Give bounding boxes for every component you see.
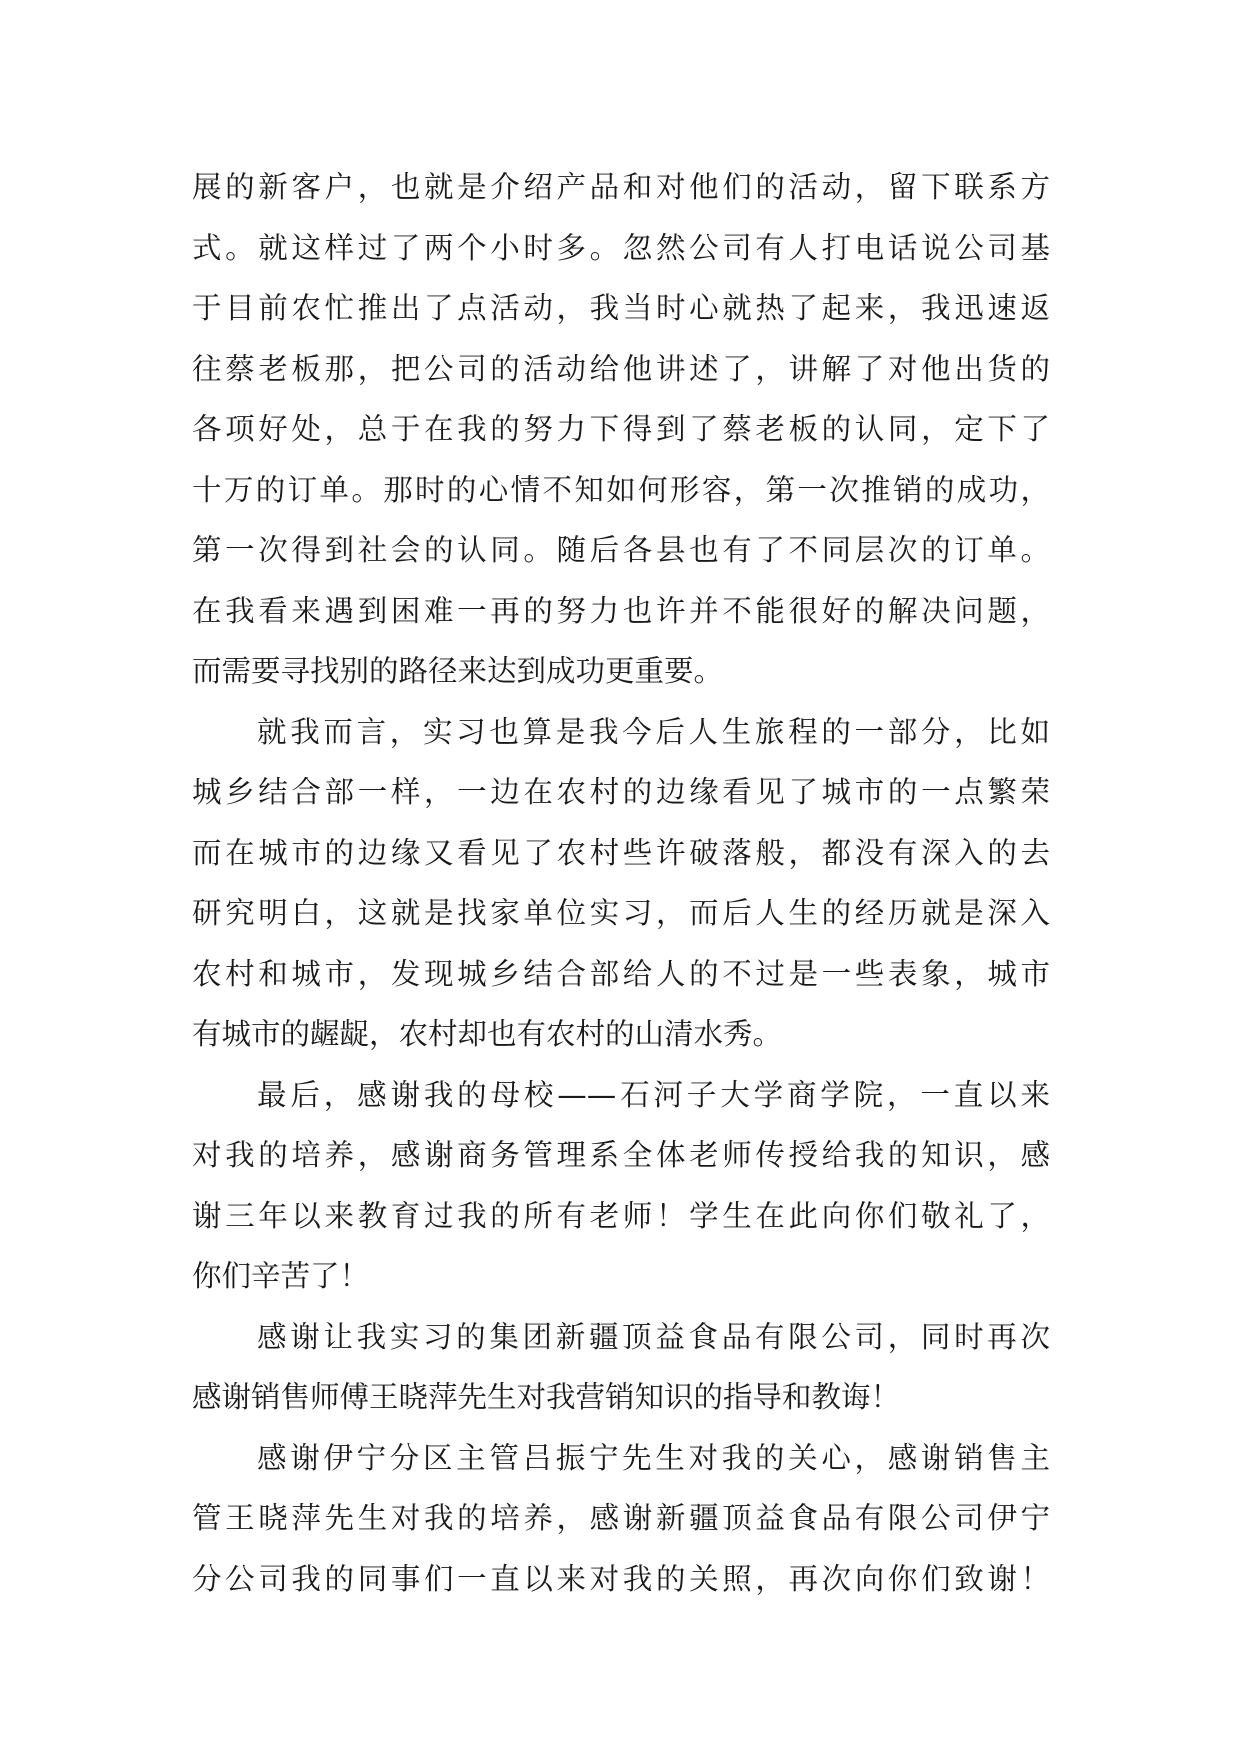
text-line: 分公司我的同事们一直以来对我的关照，再次向你们致谢！: [192, 1561, 1050, 1596]
text-line: 有城市的龌龊，农村却也有农村的山清水秀。: [192, 1017, 783, 1051]
text-line: 各项好处，总于在我的努力下得到了蔡老板的认同，定下了: [192, 412, 1050, 446]
text-line: 展的新客户，也就是介绍产品和对他们的活动，留下联系方: [192, 170, 1050, 204]
paragraph: [192, 1065, 1050, 1307]
text-line: 研究明白，这就是找家单位实习，而后人生的经历就是深入: [192, 896, 1050, 930]
text-line: 在我看来遇到困难一再的努力也许并不能很好的解决问题，: [192, 593, 1050, 628]
text-line: 而需要寻找别的路径来达到成功更重要。: [192, 654, 724, 688]
text-line: 十万的订单。那时的心情不知如何形容，第一次推销的成功，: [192, 472, 1050, 507]
text-line: 感谢让我实习的集团新疆顶益食品有限公司，同时再次: [257, 1319, 1050, 1354]
text-line: 就我而言，实习也算是我今后人生旅程的一部分，比如: [257, 714, 1050, 749]
text-line: 第一次得到社会的认同。随后各县也有了不同层次的订单。: [192, 533, 1050, 567]
text-line: 于目前农忙推出了点活动，我当时心就热了起来，我迅速返: [192, 291, 1050, 325]
paragraph: [192, 702, 1050, 1065]
text-line: 而在城市的边缘又看见了农村些许破落般，都没有深入的去: [192, 835, 1050, 870]
text-line: 最后，感谢我的母校——石河子大学商学院，一直以来: [257, 1077, 1050, 1112]
text-line: 管王晓萍先生对我的培养，感谢新疆顶益食品有限公司伊宁: [192, 1501, 1050, 1535]
text-line: 往蔡老板那，把公司的活动给他讲述了，讲解了对他出货的: [192, 351, 1050, 386]
text-line: 谢三年以来教育过我的所有老师！学生在此向你们敬礼了，: [192, 1198, 1050, 1233]
text-line: 农村和城市，发现城乡结合部给人的不过是一些表象，城市: [192, 956, 1050, 991]
text-line: 式。就这样过了两个小时多。忽然公司有人打电话说公司基: [192, 230, 1050, 265]
text-line: 对我的培养，感谢商务管理系全体老师传授给我的知识，感: [192, 1138, 1050, 1172]
text-line: 城乡结合部一样，一边在农村的边缘看见了城市的一点繁荣: [192, 775, 1050, 809]
text-line: 感谢销售师傅王晓萍先生对我营销知识的指导和教诲！: [192, 1380, 901, 1414]
paragraph: [192, 1428, 1050, 1610]
paragraph: [192, 1307, 1050, 1428]
text-line: 你们辛苦了！: [192, 1259, 370, 1293]
paragraph: [192, 157, 1050, 702]
document-body: [192, 157, 1050, 1609]
text-line: 感谢伊宁分区主管吕振宁先生对我的关心，感谢销售主: [257, 1440, 1050, 1475]
